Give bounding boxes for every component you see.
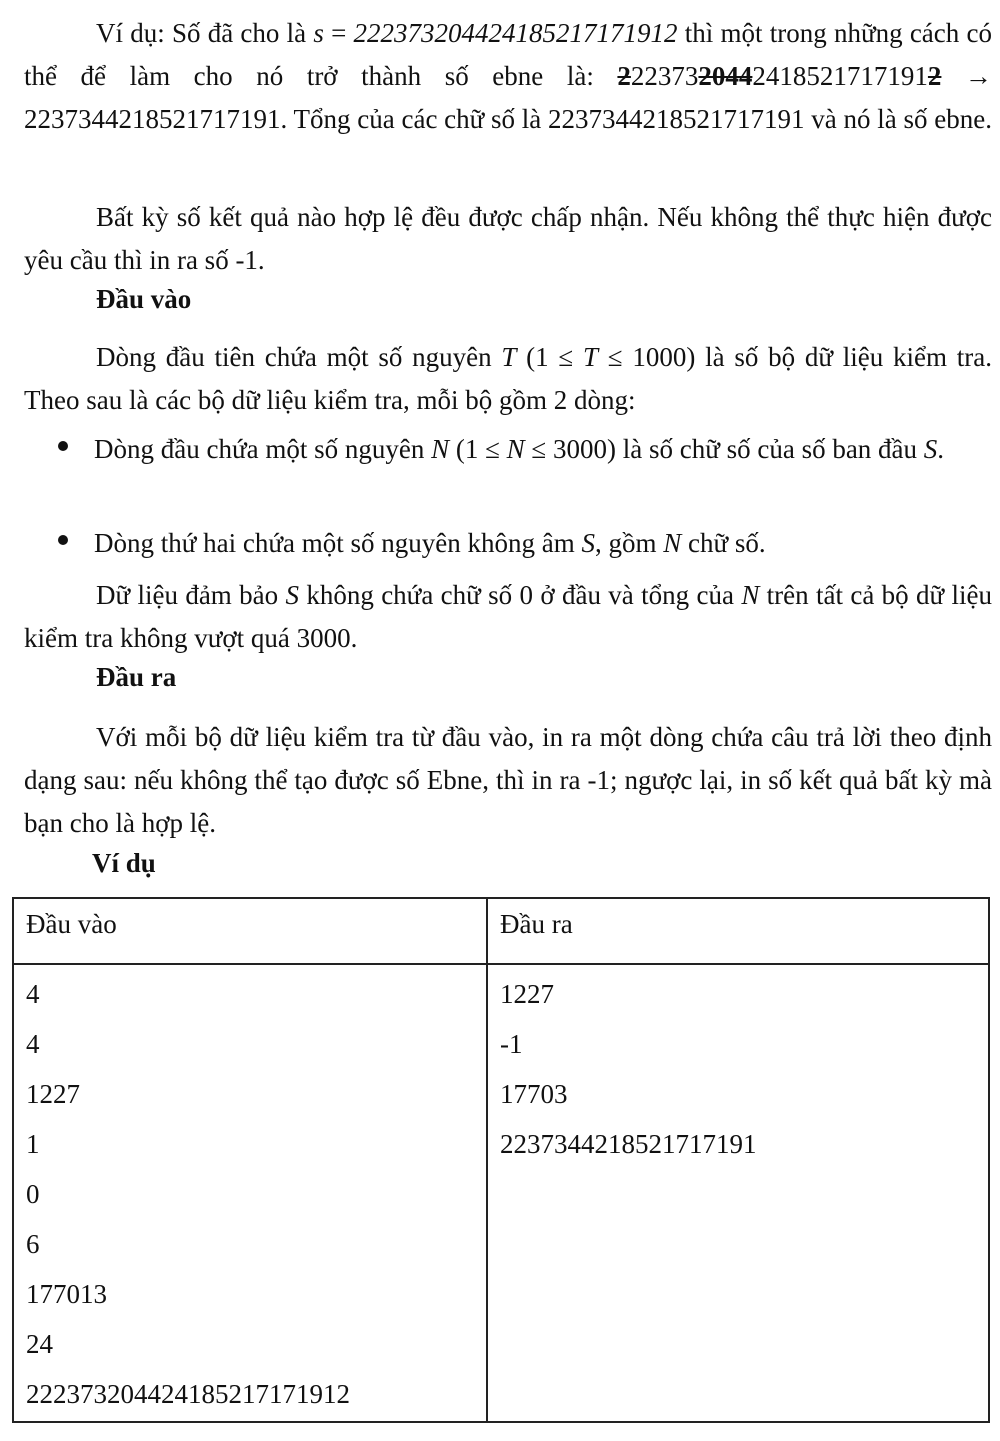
example-paragraph bbox=[24, 12, 992, 141]
kept-digits-1: 22373 bbox=[630, 61, 699, 91]
var-N: N bbox=[663, 528, 682, 558]
table-row bbox=[13, 964, 989, 1422]
input-p2-text-c: trên tất cả bộ dữ liệu kiểm tra không vượt quá 3000. bbox=[24, 580, 992, 653]
arrow-symbol: → bbox=[941, 61, 992, 91]
example-prefix: Ví dụ: Số đã cho là bbox=[96, 18, 314, 48]
bullet1-text-a: Dòng đầu chứa một số nguyên bbox=[94, 434, 432, 464]
input-line: 1227 bbox=[26, 1079, 80, 1109]
s-value: 222373204424185217171912 bbox=[353, 18, 678, 48]
column-header-input: Đầu vào bbox=[13, 898, 487, 964]
bullet1-text-c: ≤ 3000) là số chữ số của số ban đầu bbox=[524, 434, 924, 464]
bullet2-text-c: chữ số. bbox=[681, 528, 766, 558]
input-line: 6 bbox=[26, 1229, 40, 1259]
kept-digits-2: 2418521717191 bbox=[752, 61, 928, 91]
deleted-digit-1: 2 bbox=[617, 61, 631, 91]
example-mid-text: thì một trong những cách có thể để làm cho nó trở thành số ebne là: bbox=[24, 18, 992, 91]
bullet-item-1 bbox=[24, 428, 992, 471]
output-cell bbox=[487, 964, 989, 1422]
output-heading: Đầu ra bbox=[96, 662, 177, 692]
var-N: N bbox=[741, 580, 760, 610]
column-header-output: Đầu ra bbox=[487, 898, 989, 964]
input-p1-text-c: ≤ 1000) là số bộ dữ liệu kiểm tra. Theo sau là các bộ dữ liệu kiểm tra, mỗi bộ gồm 2 dòng: bbox=[24, 342, 992, 415]
output-line: -1 bbox=[500, 1029, 523, 1059]
deleted-digit-3: 2 bbox=[927, 61, 942, 91]
bullet-dot bbox=[58, 441, 68, 451]
var-N: N bbox=[431, 434, 450, 464]
table-header-row bbox=[13, 898, 989, 964]
bullet2-text-b: , gồm bbox=[594, 528, 664, 558]
bullet-item-2 bbox=[24, 522, 992, 565]
input-paragraph-2 bbox=[24, 574, 992, 660]
input-line: 1 bbox=[26, 1129, 40, 1159]
var-T-2: T bbox=[583, 342, 599, 372]
input-line: 4 bbox=[26, 1029, 40, 1059]
output-line: 2237344218521717191 bbox=[500, 1129, 757, 1159]
any-valid-paragraph: Bất kỳ số kết quả nào hợp lệ đều được chấp nhận. Nếu không thể thực hiện được yêu cầu thì in ra số -1. bbox=[24, 202, 992, 275]
equals-sign: = bbox=[323, 18, 354, 48]
input-paragraph-1 bbox=[24, 336, 992, 422]
input-line: 177013 bbox=[26, 1279, 107, 1309]
sample-table bbox=[12, 897, 990, 1423]
var-N-2: N bbox=[506, 434, 525, 464]
input-line: 222373204424185217171912 bbox=[26, 1379, 350, 1409]
bullet1-text-b: (1 ≤ bbox=[449, 434, 507, 464]
output-paragraph: Với mỗi bộ dữ liệu kiểm tra từ đầu vào, in ra một dòng chứa câu trả lời theo định dạng sau: nếu không thể tạo được số Ebne, thì in ra -1; ngược lại, in số kết quả bất kỳ mà bạn cho là hợp lệ. bbox=[24, 722, 992, 838]
output-line: 1227 bbox=[500, 979, 554, 1009]
input-cell bbox=[13, 964, 487, 1422]
sample-heading: Ví dụ bbox=[92, 848, 156, 878]
var-T: T bbox=[501, 342, 517, 372]
output-line: 17703 bbox=[500, 1079, 568, 1109]
bullet1-text-d: . bbox=[937, 434, 945, 464]
input-line: 24 bbox=[26, 1329, 53, 1359]
input-p1-text-a: Dòng đầu tiên chứa một số nguyên bbox=[96, 342, 502, 372]
input-p2-text-b: không chứa chữ số 0 ở đầu và tổng của bbox=[299, 580, 742, 610]
example-tail-text: . Tổng của các chữ số là 2237344218521717191 và nó là số ebne. bbox=[280, 104, 992, 134]
input-line: 4 bbox=[26, 979, 40, 1009]
input-p2-text-a: Dữ liệu đảm bảo bbox=[96, 580, 286, 610]
s-variable: s bbox=[313, 18, 324, 48]
var-S: S bbox=[285, 580, 299, 610]
bullet-dot bbox=[58, 535, 68, 545]
result-number: 2237344218521717191 bbox=[24, 104, 281, 134]
var-S: S bbox=[581, 528, 595, 558]
input-heading: Đầu vào bbox=[96, 284, 192, 314]
input-p1-text-b: (1 ≤ bbox=[516, 342, 583, 372]
var-S: S bbox=[923, 434, 938, 464]
deleted-digits-2: 2044 bbox=[698, 61, 753, 91]
bullet2-text-a: Dòng thứ hai chứa một số nguyên không âm bbox=[94, 528, 582, 558]
input-line: 0 bbox=[26, 1179, 40, 1209]
